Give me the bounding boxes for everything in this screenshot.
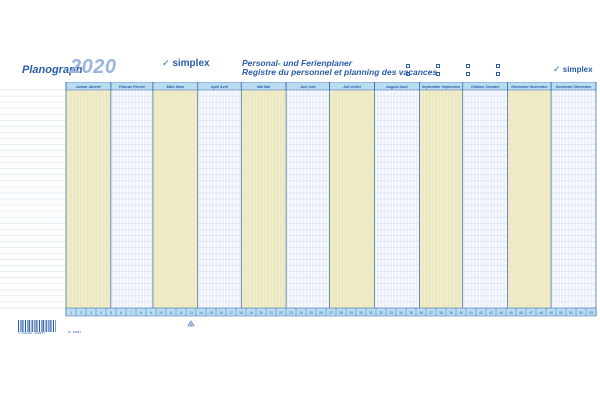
month-shade: [241, 90, 286, 308]
legend: [406, 64, 546, 84]
month-label: April Avril: [210, 84, 229, 89]
simplex-logo-left: [162, 58, 210, 69]
week-number: 31: [369, 310, 373, 315]
brand-name: Planograph: [22, 64, 83, 76]
planner-grid: [0, 82, 600, 322]
week-number: 39: [449, 310, 453, 315]
week-number: 38: [439, 310, 443, 315]
article-number: Nr. 32697: [68, 330, 82, 334]
week-number: 1: [70, 310, 72, 315]
week-number: 49: [549, 310, 553, 315]
legend-box: [406, 64, 410, 68]
week-number: 43: [489, 310, 493, 315]
week-number: 25: [309, 310, 313, 315]
ean-code: 4 016480 326977: [18, 332, 46, 335]
week-number: 12: [179, 310, 183, 315]
week-number: 20: [259, 310, 263, 315]
legend-box: [466, 72, 470, 76]
week-number: 50: [559, 310, 563, 315]
week-number: 42: [479, 310, 483, 315]
simplex-mark-icon: ✓: [162, 58, 170, 68]
week-number: 11: [169, 310, 173, 315]
week-number: 36: [419, 310, 423, 315]
week-number: 15: [209, 310, 213, 315]
week-number: 22: [279, 310, 283, 315]
month-label: Juli Juillet: [343, 84, 361, 89]
week-number: 3: [90, 310, 92, 315]
week-number: 34: [399, 310, 403, 315]
week-number: 23: [289, 310, 293, 315]
legend-box: [406, 72, 410, 76]
week-number: 52: [579, 310, 583, 315]
planner-title-de: Personal- und Ferienplaner: [242, 58, 353, 68]
week-number: 41: [469, 310, 473, 315]
week-number: 48: [539, 310, 543, 315]
month-label: Januar Janvier: [75, 84, 102, 89]
legend-box: [496, 72, 500, 76]
year-label: 2020: [70, 56, 117, 78]
simplex-mark-icon: ✓: [553, 64, 561, 74]
week-number: 5: [110, 310, 112, 315]
month-label: Februar Février: [118, 84, 146, 89]
week-number: 17: [229, 310, 233, 315]
month-shade: [330, 90, 375, 308]
week-number: 13: [189, 310, 193, 315]
week-number: 28: [339, 310, 343, 315]
month-label: September Septembre: [421, 84, 461, 89]
month-label: Dezember Décembre: [555, 84, 592, 89]
month-label: November Novembre: [511, 84, 548, 89]
week-number: 10: [159, 310, 163, 315]
week-number: 37: [429, 310, 433, 315]
week-number: 51: [569, 310, 573, 315]
week-number: 7: [130, 310, 132, 315]
week-number: 14: [199, 310, 203, 315]
week-number: 18: [239, 310, 243, 315]
simplex-logo-right: [553, 64, 593, 75]
week-number: 19: [249, 310, 253, 315]
month-label: Juni Juin: [299, 84, 316, 89]
week-number: 35: [409, 310, 413, 315]
month-label: Oktober Octobre: [470, 84, 500, 89]
legend-box: [436, 64, 440, 68]
recycle-icon: [186, 320, 196, 330]
month-shade: [153, 90, 198, 308]
week-number: 4: [100, 310, 102, 315]
month-label: März Mars: [166, 84, 185, 89]
week-number: 9: [150, 310, 152, 315]
week-number: 27: [329, 310, 333, 315]
planner-title-fr: Registre du personnel et planning des vacances: [242, 67, 438, 77]
week-number: 21: [269, 310, 273, 315]
week-number: 40: [459, 310, 463, 315]
week-number: 45: [509, 310, 513, 315]
week-number: 32: [379, 310, 383, 315]
week-number: 2: [80, 310, 82, 315]
week-number: 8: [140, 310, 142, 315]
week-number: 16: [219, 310, 223, 315]
legend-box: [496, 64, 500, 68]
week-number: 6: [120, 310, 122, 315]
simplex-logo-right-text: simplex: [562, 65, 593, 74]
week-number: 29: [349, 310, 353, 315]
month-shade: [66, 90, 111, 308]
simplex-logo-left-text: simplex: [172, 58, 210, 69]
week-number: 46: [519, 310, 523, 315]
week-number: 26: [319, 310, 323, 315]
week-number: 47: [529, 310, 533, 315]
week-number: 53: [589, 310, 593, 315]
week-number: 33: [389, 310, 393, 315]
month-label: August Août: [386, 84, 408, 89]
legend-box: [466, 64, 470, 68]
week-number: 44: [499, 310, 503, 315]
month-label: Mai Mai: [257, 84, 271, 89]
week-number: 30: [359, 310, 363, 315]
legend-box: [436, 72, 440, 76]
week-number: 24: [299, 310, 303, 315]
